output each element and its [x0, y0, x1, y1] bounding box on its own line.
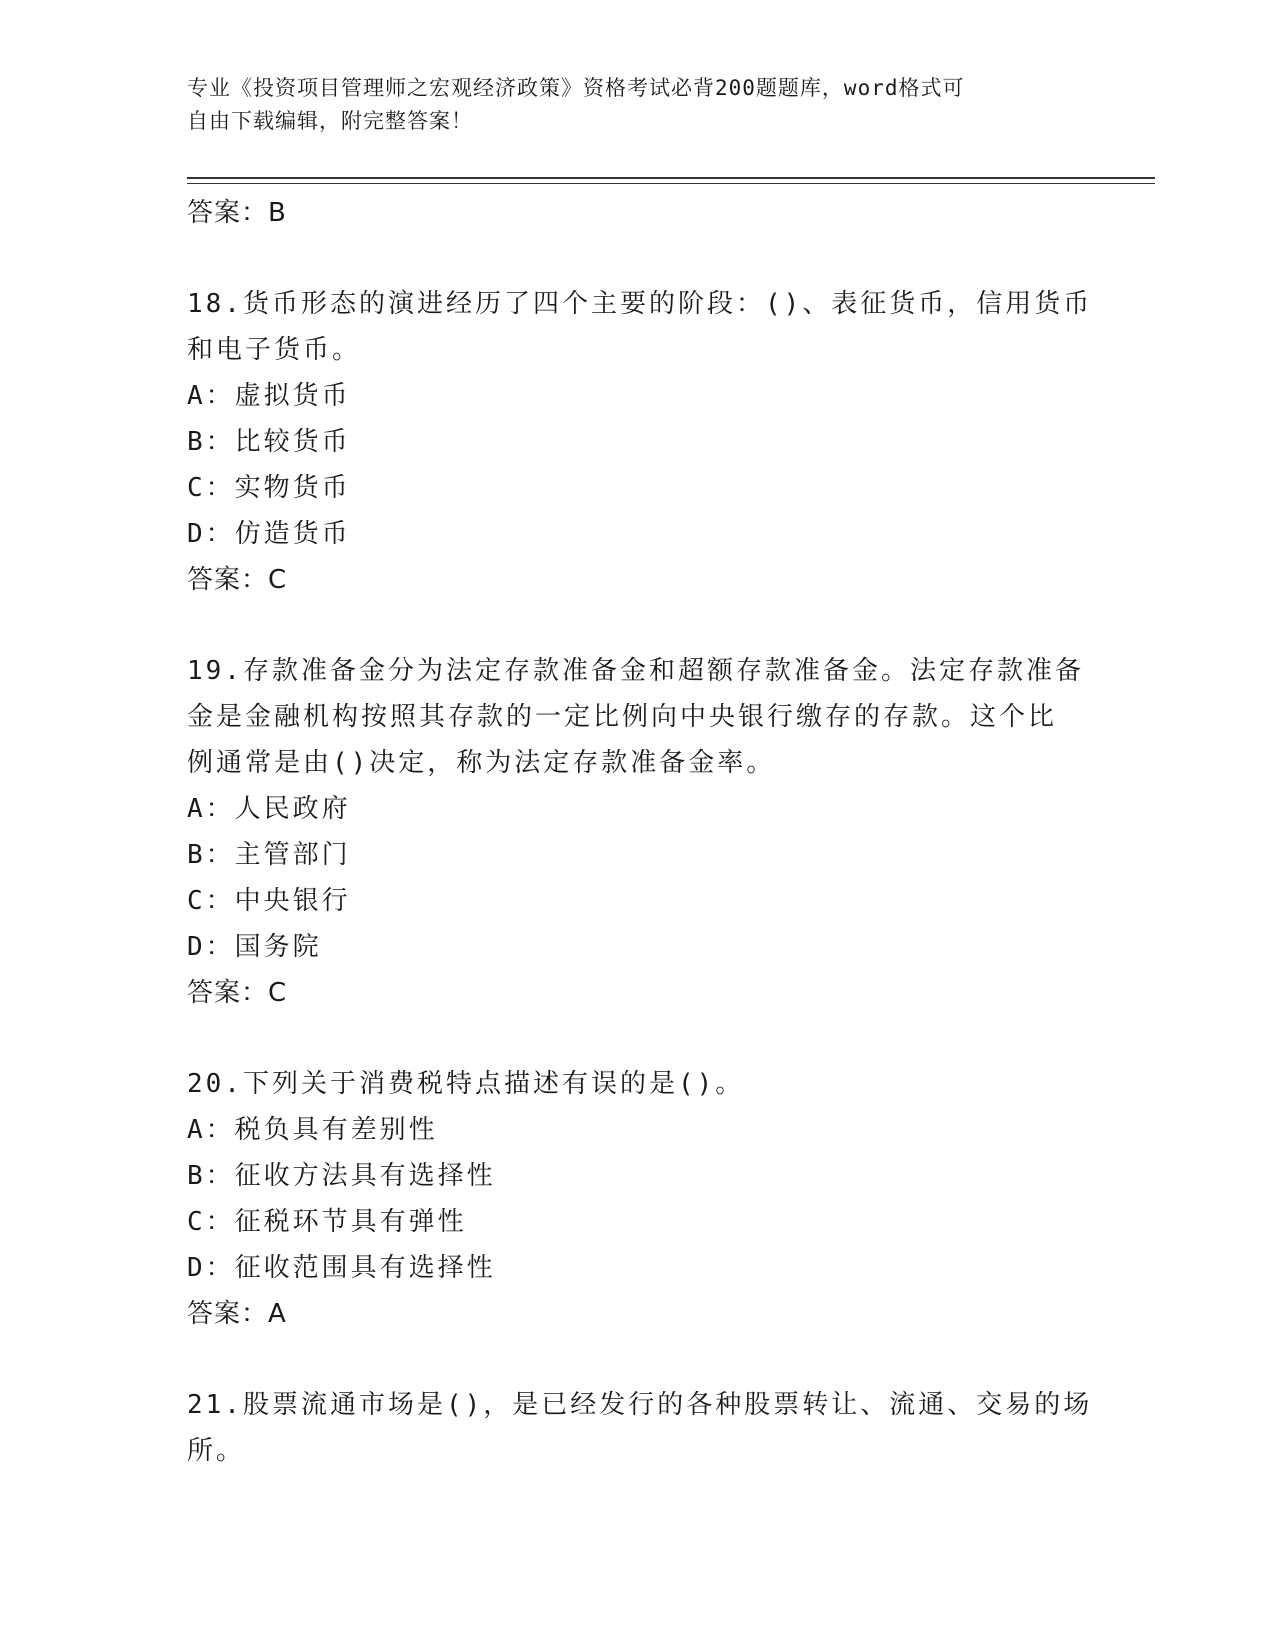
question-stem-line: 例通常是由()决定，称为法定存款准备金率。 [187, 748, 776, 778]
document-body [187, 190, 1093, 1474]
question-stem-line: 21.股票流通市场是()，是已经发行的各种股票转让、流通、交易的场 [187, 1390, 1093, 1420]
option-c: C：实物货币 [187, 473, 351, 503]
option-c: C：征税环节具有弹性 [187, 1207, 467, 1237]
option-b: B：征收方法具有选择性 [187, 1161, 496, 1191]
question-stem-line: 和电子货币。 [187, 335, 362, 365]
option-b: B：主管部门 [187, 840, 351, 870]
answer: 答案：C [187, 565, 288, 595]
option-d: D：征收范围具有选择性 [187, 1253, 496, 1283]
option-c: C：中央银行 [187, 886, 351, 916]
question-20 [187, 1061, 1087, 1337]
option-d: D：仿造货币 [187, 519, 351, 549]
header-line-1: 专业《投资项目管理师之宏观经济政策》资格考试必背200题题库，word格式可 [187, 76, 965, 100]
question-stem-line: 18.货币形态的演进经历了四个主要的阶段：()、表征货币，信用货币 [187, 289, 1093, 319]
header-line-2: 自由下载编辑，附完整答案！ [187, 109, 473, 133]
question-21 [187, 1382, 1093, 1474]
answer: 答案：C [187, 978, 288, 1008]
option-a: A：税负具有差别性 [187, 1115, 438, 1145]
question-stem-line: 金是金融机构按照其存款的一定比例向中央银行缴存的存款。这个比 [187, 702, 1058, 732]
previous-answer: 答案：B [187, 198, 287, 228]
question-19 [187, 648, 1087, 1016]
question-18 [187, 281, 1093, 603]
question-stem-line: 19.存款准备金分为法定存款准备金和超额存款准备金。法定存款准备 [187, 656, 1084, 686]
option-a: A：人民政府 [187, 794, 351, 824]
header-divider-thick [187, 177, 1155, 179]
document-header [187, 72, 1067, 138]
header-divider-thin [187, 183, 1155, 184]
question-stem-line: 20.下列关于消费税特点描述有误的是()。 [187, 1069, 745, 1099]
option-b: B：比较货币 [187, 427, 351, 457]
option-d: D：国务院 [187, 932, 322, 962]
option-a: A：虚拟货币 [187, 381, 351, 411]
answer: 答案：A [187, 1299, 287, 1329]
question-stem-line: 所。 [187, 1436, 246, 1466]
